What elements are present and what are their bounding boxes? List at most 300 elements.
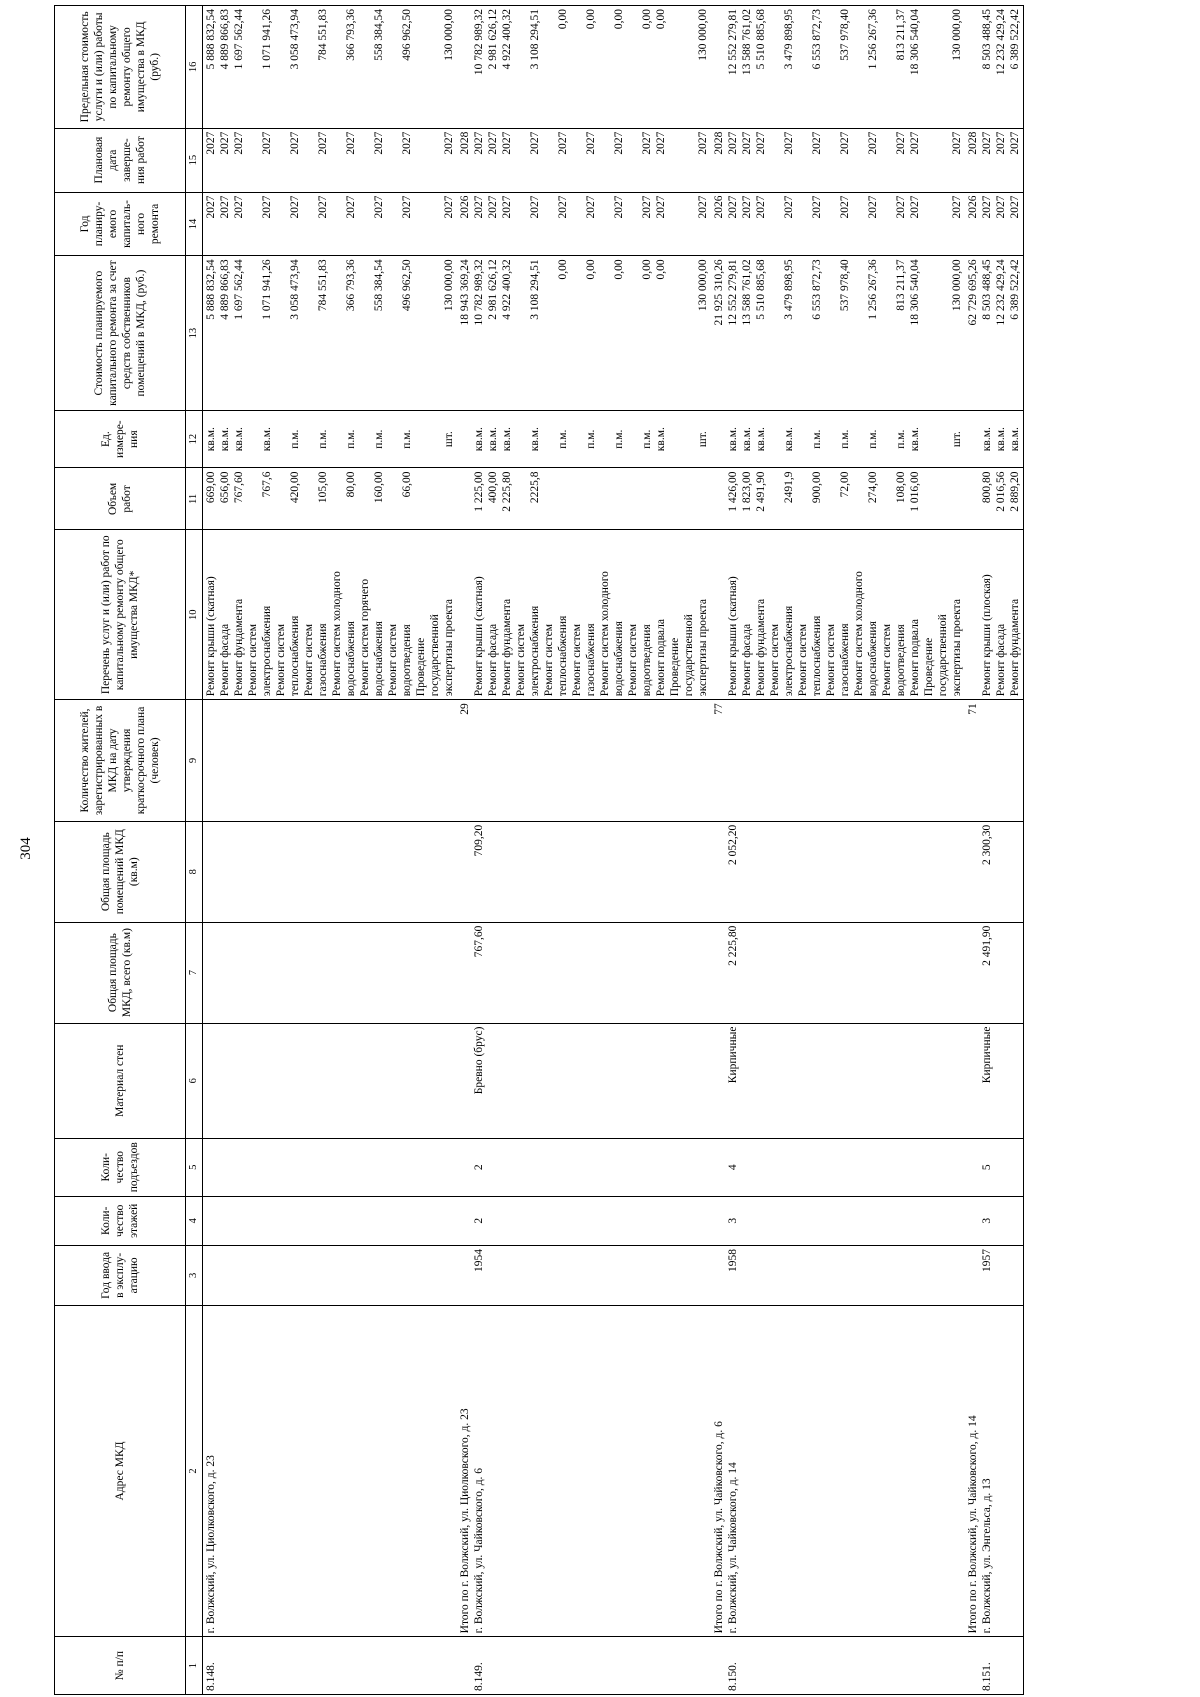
work-end-date: 2027 <box>219 131 231 155</box>
work-cost: 12 232 429,24 <box>995 259 1007 326</box>
cell-col-14 <box>457 192 711 256</box>
blank-line <box>302 9 316 125</box>
work-limit: 3 479 898,95 <box>783 9 795 70</box>
work-limit: 130 000,00 <box>951 9 963 61</box>
work-limit: 10 782 989,32 <box>473 9 485 76</box>
work-name: Ремонт фасада <box>487 623 499 697</box>
work-unit: п.м. <box>867 429 879 449</box>
blank-line <box>246 9 260 125</box>
blank-line <box>570 196 584 253</box>
work-unit: кв.м. <box>981 427 993 452</box>
work-cost: 130 000,00 <box>951 259 963 312</box>
blank-line <box>514 132 528 189</box>
cell-col-16 <box>711 6 965 129</box>
work-name: Ремонт систем <box>387 624 399 697</box>
work-name: Ремонт систем <box>881 624 893 697</box>
blank-line <box>542 132 556 189</box>
blank-line <box>598 196 612 253</box>
work-name: водоснабжения <box>345 621 357 697</box>
blank-line <box>330 9 344 125</box>
header-cell: № п/п <box>55 1637 186 1695</box>
blank-line <box>458 1249 472 1302</box>
work-name: Ремонт фундамента <box>1009 598 1021 697</box>
header-cell: Ед. измере-ния <box>55 410 186 468</box>
blank-line <box>386 259 400 406</box>
work-name: Ремонт крыши (плоская) <box>981 574 993 697</box>
floors: 2 <box>473 1217 485 1224</box>
cell-col-11 <box>965 468 1024 530</box>
cell-col-7 <box>711 922 965 1023</box>
cell-col-8 <box>457 821 711 922</box>
blank-line <box>922 259 936 406</box>
blank-line <box>682 132 696 189</box>
column-number: 14 <box>186 192 203 256</box>
work-end-date: 2027 <box>205 131 217 155</box>
blank-line <box>966 926 980 1020</box>
work-name: Ремонт фасада <box>995 623 1007 697</box>
total-limit <box>966 9 980 125</box>
work-year: 2027 <box>613 195 625 219</box>
work-year: 2027 <box>641 195 653 219</box>
work-unit: кв.м. <box>727 427 739 452</box>
blank-line <box>274 414 288 465</box>
blank-line <box>626 259 640 406</box>
work-name: Ремонт систем горячего <box>359 578 371 697</box>
header-cell: Предельная стоимость услуги и (или) работы по капитальному ремонту общего имущества в МКД (руб.) <box>55 6 186 129</box>
total-end-date: 2028 <box>967 131 979 155</box>
work-cost: 0,00 <box>655 259 667 280</box>
residents <box>726 703 740 818</box>
work-cost: 558 384,54 <box>373 259 385 312</box>
column-number: 10 <box>186 530 203 700</box>
blank-line <box>626 9 640 125</box>
blank-line <box>796 196 810 253</box>
work-name: Ремонт систем <box>543 624 555 697</box>
work-end-date: 2027 <box>501 131 513 155</box>
work-end-date: 2027 <box>811 131 823 155</box>
blank-line <box>570 414 584 465</box>
work-unit: шт. <box>951 431 963 448</box>
work-volume <box>950 472 964 527</box>
wall-material <box>204 1027 218 1135</box>
work-end-date: 2027 <box>867 131 879 155</box>
column-number: 16 <box>186 6 203 129</box>
work-name: водоотведения <box>895 624 907 697</box>
row-number: 8.148. <box>205 1662 217 1691</box>
blank-line <box>796 132 810 189</box>
residents <box>980 703 994 818</box>
work-volume: 800,80 <box>981 471 993 504</box>
work-limit: 6 389 522,42 <box>1009 9 1021 70</box>
blank-line <box>542 9 556 125</box>
work-volume: 900,00 <box>811 471 823 504</box>
blank-line <box>414 414 428 465</box>
cell-col-10 <box>965 530 1024 700</box>
wall-material: Бревно (брус) <box>473 1026 485 1095</box>
work-limit: 5 888 832,54 <box>205 9 217 70</box>
blank-line <box>966 1200 980 1242</box>
work-volume <box>584 472 598 527</box>
blank-line <box>712 1640 726 1691</box>
work-limit: 1 256 267,36 <box>867 9 879 70</box>
work-name: государственной <box>937 614 949 697</box>
work-name: Ремонт систем <box>769 624 781 697</box>
work-limit: 0,00 <box>641 9 653 30</box>
blank-line <box>796 472 810 527</box>
work-unit: п.м. <box>401 429 413 449</box>
blank-line <box>852 9 866 125</box>
blank-line <box>852 414 866 465</box>
cell-col-10 <box>203 530 458 700</box>
blank-line <box>768 9 782 125</box>
work-name: Ремонт крыши (скатная) <box>205 576 217 697</box>
blank-line <box>824 414 838 465</box>
blank-line <box>966 1027 980 1135</box>
floors: 3 <box>981 1217 993 1224</box>
cell-col-6 <box>965 1023 1024 1138</box>
total-year: 2026 <box>459 195 471 219</box>
work-unit: кв.м. <box>205 427 217 452</box>
work-year: 2027 <box>219 195 231 219</box>
work-name: водоотведения <box>401 624 413 697</box>
work-unit: кв.м. <box>655 427 667 452</box>
header-cell: Коли-чество подъездов <box>55 1138 186 1196</box>
cell-col-13 <box>203 256 458 410</box>
rooms-area: 2 300,30 <box>981 824 993 865</box>
work-year: 2027 <box>697 195 709 219</box>
blank-line <box>274 132 288 189</box>
total-year: 2026 <box>713 195 725 219</box>
work-cost: 6 553 872,73 <box>811 259 823 320</box>
blank-line <box>428 472 442 527</box>
address: г. Волжский, ул. Чайковского, д. 6 <box>473 1467 485 1634</box>
column-number: 15 <box>186 128 203 192</box>
header-cell: Плановая дата заверше-ния работ <box>55 128 186 192</box>
cell-col-1 <box>457 1637 711 1695</box>
header-cell: Год планиру-емого капиталь-ного ремонта <box>55 192 186 256</box>
work-cost: 4 889 866,83 <box>219 259 231 320</box>
blank-line <box>414 132 428 189</box>
blank-line <box>922 196 936 253</box>
blank-line <box>824 472 838 527</box>
cell-col-11 <box>711 468 965 530</box>
work-cost: 5 888 832,54 <box>205 259 217 320</box>
address-block-row <box>711 6 965 1695</box>
work-limit: 0,00 <box>585 9 597 30</box>
total-limit <box>458 9 472 125</box>
work-unit: кв.м. <box>501 427 513 452</box>
cell-col-12 <box>203 410 458 468</box>
floors <box>204 1200 218 1242</box>
blank-line <box>302 196 316 253</box>
work-unit: кв.м. <box>219 427 231 452</box>
blank-line <box>542 196 556 253</box>
total-residents: 29 <box>459 703 471 715</box>
blank-line <box>966 1142 980 1193</box>
blank-line <box>852 259 866 406</box>
work-unit: кв.м. <box>995 427 1007 452</box>
work-volume: 420,00 <box>289 471 301 504</box>
work-name: газоснабжения <box>839 623 851 697</box>
work-end-date: 2027 <box>373 131 385 155</box>
work-unit: п.м. <box>613 429 625 449</box>
blank-line <box>330 472 344 527</box>
blank-line <box>936 132 950 189</box>
work-year: 2027 <box>839 195 851 219</box>
work-volume <box>442 472 456 527</box>
work-cost: 10 782 989,32 <box>473 259 485 326</box>
work-year: 2027 <box>557 195 569 219</box>
cell-col-2 <box>965 1305 1024 1637</box>
blank-line <box>852 132 866 189</box>
blank-line <box>712 1142 726 1193</box>
blank-line <box>386 132 400 189</box>
work-cost: 0,00 <box>557 259 569 280</box>
work-volume: 1 016,00 <box>909 471 921 512</box>
header-cell: Общая площадь МКД, всего (кв.м) <box>55 922 186 1023</box>
work-end-date: 2027 <box>981 131 993 155</box>
blank-line <box>796 414 810 465</box>
column-number-row <box>186 6 203 1695</box>
cell-col-15 <box>457 128 711 192</box>
work-year: 2027 <box>529 195 541 219</box>
blank-line <box>458 1200 472 1242</box>
work-year: 2027 <box>289 195 301 219</box>
blank-line <box>922 472 936 527</box>
blank-line <box>386 196 400 253</box>
work-unit: п.м. <box>373 429 385 449</box>
blank-line <box>824 259 838 406</box>
cell-col-2 <box>203 1305 458 1637</box>
cell-col-11 <box>203 468 458 530</box>
work-year: 2027 <box>981 195 993 219</box>
residents <box>472 703 486 818</box>
work-limit: 130 000,00 <box>443 9 455 61</box>
work-name: газоснабжения <box>317 623 329 697</box>
work-volume: 274,00 <box>867 471 879 504</box>
work-unit: кв.м. <box>529 427 541 452</box>
blank-line <box>936 196 950 253</box>
blank-line <box>386 414 400 465</box>
header-cell: Адрес МКД <box>55 1305 186 1637</box>
work-limit: 784 551,83 <box>317 9 329 61</box>
page-number <box>8 0 44 1697</box>
cell-col-15 <box>965 128 1024 192</box>
work-end-date: 2027 <box>473 131 485 155</box>
work-name: государственной <box>429 614 441 697</box>
blank-line <box>386 9 400 125</box>
cell-col-10 <box>457 530 711 700</box>
blank-line <box>542 414 556 465</box>
blank-line <box>428 196 442 253</box>
blank-line <box>514 9 528 125</box>
work-volume: 2491,9 <box>783 471 795 504</box>
work-end-date: 2027 <box>697 131 709 155</box>
work-year: 2027 <box>373 195 385 219</box>
work-cost: 1 071 941,26 <box>261 259 273 320</box>
work-limit: 558 384,54 <box>373 9 385 61</box>
blank-line <box>880 132 894 189</box>
cell-col-16 <box>457 6 711 129</box>
work-name: Ремонт систем <box>275 624 287 697</box>
blank-line <box>712 472 726 527</box>
blank-line <box>428 414 442 465</box>
blank-line <box>330 259 344 406</box>
blank-line <box>922 9 936 125</box>
work-limit: 6 553 872,73 <box>811 9 823 70</box>
blank-line <box>570 132 584 189</box>
blank-line <box>386 472 400 527</box>
blank-line <box>768 132 782 189</box>
blank-line <box>358 9 372 125</box>
work-limit: 0,00 <box>557 9 569 30</box>
blank-line <box>936 472 950 527</box>
blank-line <box>358 259 372 406</box>
work-unit: кв.м. <box>783 427 795 452</box>
work-name: Ремонт систем холодного <box>853 571 865 697</box>
blank-line <box>302 132 316 189</box>
blank-line <box>246 196 260 253</box>
column-number: 13 <box>186 256 203 410</box>
column-number: 2 <box>186 1305 203 1637</box>
work-year: 2027 <box>317 195 329 219</box>
blank-line <box>570 472 584 527</box>
cell-col-14 <box>965 192 1024 256</box>
column-number: 7 <box>186 922 203 1023</box>
work-limit: 3 108 294,51 <box>529 9 541 70</box>
work-year: 2027 <box>951 195 963 219</box>
work-unit: п.м. <box>557 429 569 449</box>
work-name: водоотведения <box>641 624 653 697</box>
rooms-area: 709,20 <box>473 824 485 857</box>
work-volume: 2 491,90 <box>755 471 767 512</box>
page-number-text: 304 <box>17 837 34 860</box>
work-volume: 108,00 <box>895 471 907 504</box>
work-name: Ремонт систем <box>515 624 527 697</box>
blank-line <box>712 1027 726 1135</box>
cell-col-3 <box>711 1246 965 1306</box>
work-name: Ремонт фасада <box>219 623 231 697</box>
total-residents: 77 <box>713 703 725 715</box>
blank-line <box>768 196 782 253</box>
cell-col-15 <box>203 128 458 192</box>
blank-line <box>668 472 682 527</box>
cell-col-13 <box>457 256 711 410</box>
blank-line <box>458 825 472 919</box>
blank-line <box>768 259 782 406</box>
work-name: Ремонт фундамента <box>755 598 767 697</box>
work-cost: 3 479 898,95 <box>783 259 795 320</box>
column-number: 5 <box>186 1138 203 1196</box>
commissioning-year: 1954 <box>473 1249 485 1272</box>
work-name: экспертизы проекта <box>697 599 709 697</box>
blank-line <box>274 196 288 253</box>
work-end-date: 2027 <box>741 131 753 155</box>
work-cost: 130 000,00 <box>697 259 709 312</box>
work-name: Ремонт систем <box>797 624 809 697</box>
work-year: 2027 <box>345 195 357 219</box>
blank-line <box>880 259 894 406</box>
blank-line <box>428 9 442 125</box>
blank-line <box>824 9 838 125</box>
blank-line <box>302 414 316 465</box>
work-limit: 0,00 <box>613 9 625 30</box>
address: г. Волжский, ул. Чайковского, д. 14 <box>727 1462 739 1634</box>
work-volume <box>556 472 570 527</box>
work-limit: 12 552 279,81 <box>727 9 739 76</box>
blank-line <box>966 1249 980 1302</box>
work-limit: 2 981 626,12 <box>487 9 499 70</box>
work-cost: 3 058 473,94 <box>289 259 301 320</box>
work-end-date: 2027 <box>233 131 245 155</box>
cell-col-6 <box>203 1023 458 1138</box>
work-cost: 4 922 400,32 <box>501 259 513 320</box>
cell-col-16 <box>965 6 1024 129</box>
cell-col-10 <box>711 530 965 700</box>
work-end-date: 2027 <box>655 131 667 155</box>
blank-line <box>570 9 584 125</box>
work-end-date: 2027 <box>895 131 907 155</box>
blank-line <box>598 259 612 406</box>
work-end-date: 2027 <box>487 131 499 155</box>
work-limit: 18 306 540,04 <box>909 9 921 76</box>
cell-col-14 <box>203 192 458 256</box>
blank-line <box>514 259 528 406</box>
total-cost: 62 729 695,26 <box>967 259 979 326</box>
address-block-row <box>457 6 711 1695</box>
blank-line <box>966 825 980 919</box>
cell-col-6 <box>711 1023 965 1138</box>
work-name: теплоснабжения <box>289 615 301 697</box>
work-limit: 5 510 885,68 <box>755 9 767 70</box>
cell-col-4 <box>711 1196 965 1245</box>
blank-line <box>682 196 696 253</box>
work-end-date: 2027 <box>641 131 653 155</box>
blank-line <box>966 414 980 465</box>
work-limit: 4 922 400,32 <box>501 9 513 70</box>
work-cost: 366 793,36 <box>345 259 357 312</box>
column-number: 11 <box>186 468 203 530</box>
work-year: 2027 <box>1009 195 1021 219</box>
work-cost: 496 962,50 <box>401 259 413 312</box>
work-cost: 0,00 <box>613 259 625 280</box>
work-year: 2027 <box>783 195 795 219</box>
work-limit: 3 058 473,94 <box>289 9 301 70</box>
work-volume <box>640 472 654 527</box>
header-row <box>55 6 186 1695</box>
work-name: теплоснабжения <box>811 615 823 697</box>
blank-line <box>330 196 344 253</box>
work-limit: 1 071 941,26 <box>261 9 273 70</box>
column-number: 8 <box>186 821 203 922</box>
work-name: экспертизы проекта <box>443 599 455 697</box>
work-name: Ремонт систем <box>825 624 837 697</box>
blank-line <box>246 472 260 527</box>
work-unit: п.м. <box>811 429 823 449</box>
cell-col-4 <box>457 1196 711 1245</box>
work-cost: 1 697 562,44 <box>233 259 245 320</box>
work-cost: 3 108 294,51 <box>529 259 541 320</box>
blank-line <box>598 472 612 527</box>
cell-col-5 <box>203 1138 458 1196</box>
blank-line <box>598 9 612 125</box>
blank-line <box>274 472 288 527</box>
work-unit: кв.м. <box>909 427 921 452</box>
blank-line <box>542 472 556 527</box>
rotated-page <box>54 5 1174 1695</box>
work-end-date: 2027 <box>951 131 963 155</box>
blank-line <box>570 259 584 406</box>
